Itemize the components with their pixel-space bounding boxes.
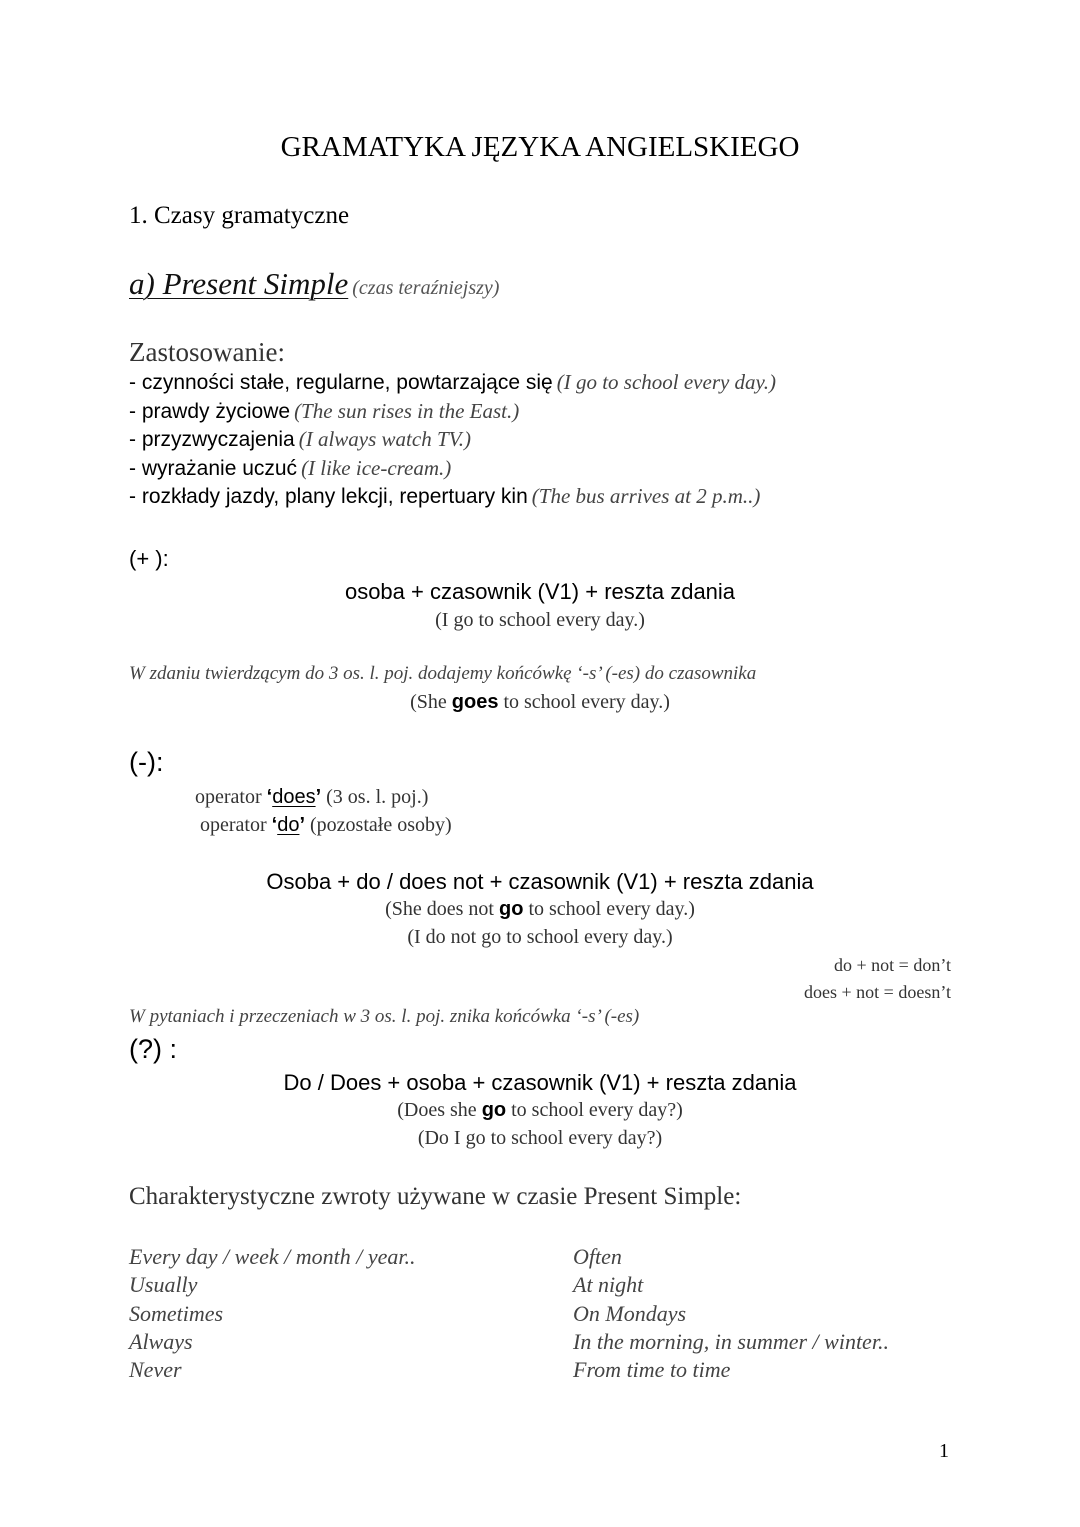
- phrase-item: Often: [573, 1244, 622, 1269]
- phrase-item: Never: [129, 1357, 182, 1383]
- negative-example-1: [0, 899, 1080, 919]
- usage-example: (The sun rises in the East.): [294, 398, 520, 423]
- phrase-item: Usually: [129, 1272, 198, 1298]
- usage-example: (I like ice-cream.): [301, 455, 452, 480]
- question-label: (?) :: [129, 1034, 178, 1064]
- usage-example: (I always watch TV.): [298, 427, 471, 451]
- question-example-1: [0, 1100, 1080, 1120]
- usage-text: - rozkłady jazdy, plany lekcji, repertuary kin: [129, 485, 528, 508]
- positive-example-2: [0, 692, 1080, 712]
- tense-name: a) Present Simple: [129, 266, 349, 301]
- positive-note: W zdaniu twierdzącym do 3 os. l. poj. dodajemy końcówkę ‘-s’ (-es) do czasownika: [129, 663, 757, 684]
- usage-item: [129, 372, 776, 393]
- phrase-item: Every day / week / month / year..: [129, 1244, 416, 1269]
- positive-label: (+ ):: [129, 546, 169, 571]
- phrase-item: On Mondays: [573, 1300, 687, 1326]
- usage-item: [129, 455, 452, 480]
- contraction-doesnt: does + not = doesn’t: [804, 982, 951, 1002]
- quote: ’: [299, 814, 306, 836]
- quote: ‘: [266, 786, 273, 808]
- section-heading: 1. Czasy gramatyczne: [129, 202, 350, 229]
- negative-example-2: (I do not go to school every day.): [407, 926, 673, 948]
- text: (Does she: [397, 1099, 482, 1121]
- operator-word: do: [277, 814, 300, 836]
- question-example-2: (Do I go to school every day?): [417, 1127, 663, 1149]
- text: to school every day?): [506, 1099, 683, 1121]
- page-number: 1: [939, 1440, 949, 1462]
- question-formula: Do / Does + osoba + czasownik (V1) + reszta zdania: [283, 1070, 797, 1095]
- operator-do: [200, 815, 452, 835]
- bold-verb: go: [499, 898, 524, 920]
- negative-note: W pytaniach i przeczeniach w 3 os. l. poj. znika końcówka ‘-s’ (-es): [129, 1006, 640, 1027]
- operator-word: does: [272, 786, 316, 808]
- usage-item: [129, 429, 471, 450]
- phrase-item: At night: [573, 1272, 644, 1298]
- usage-heading: Zastosowanie:: [129, 337, 285, 367]
- phrases-heading: Charakterystyczne zwroty używane w czasie Present Simple:: [129, 1183, 742, 1210]
- usage-text: - prawdy życiowe: [129, 399, 291, 423]
- text: to school every day.): [523, 898, 695, 920]
- negative-label: (-):: [129, 747, 164, 777]
- bold-verb: goes: [451, 691, 499, 713]
- operator-does: [195, 787, 428, 807]
- negative-formula: Osoba + do / does not + czasownik (V1) + reszta zdania: [266, 869, 814, 894]
- text: (She does not: [385, 898, 499, 920]
- text: (She: [410, 691, 452, 713]
- quote: ’: [315, 786, 322, 808]
- subsection-heading: [129, 268, 499, 299]
- usage-example: (The bus arrives at 2 p.m..): [531, 484, 761, 508]
- usage-text: - wyrażanie uczuć: [129, 456, 298, 480]
- text: (pozostałe osoby): [305, 814, 452, 836]
- usage-item: [129, 486, 760, 507]
- tense-note: (czas teraźniejszy): [352, 277, 500, 299]
- contraction-dont: do + not = don’t: [834, 955, 951, 975]
- phrase-item: Always: [129, 1328, 193, 1354]
- usage-text: - czynności stałe, regularne, powtarzające się: [129, 371, 553, 394]
- usage-example: (I go to school every day.): [556, 370, 776, 394]
- text: (3 os. l. poj.): [321, 786, 429, 808]
- text: operator: [195, 786, 267, 808]
- bold-verb: go: [481, 1099, 507, 1121]
- phrase-item: From time to time: [573, 1357, 731, 1383]
- positive-example: (I go to school every day.): [435, 609, 645, 631]
- text: operator: [200, 814, 272, 836]
- usage-text: - przyzwyczajenia: [129, 428, 295, 451]
- usage-item: [129, 398, 520, 423]
- phrase-item: In the morning, in summer / winter..: [573, 1328, 889, 1354]
- positive-formula: osoba + czasownik (V1) + reszta zdania: [344, 579, 736, 604]
- phrase-item: Sometimes: [129, 1300, 224, 1326]
- text: to school every day.): [498, 691, 670, 713]
- quote: ‘: [271, 814, 278, 836]
- page-title: GRAMATYKA JĘZYKA ANGIELSKIEGO: [280, 131, 800, 163]
